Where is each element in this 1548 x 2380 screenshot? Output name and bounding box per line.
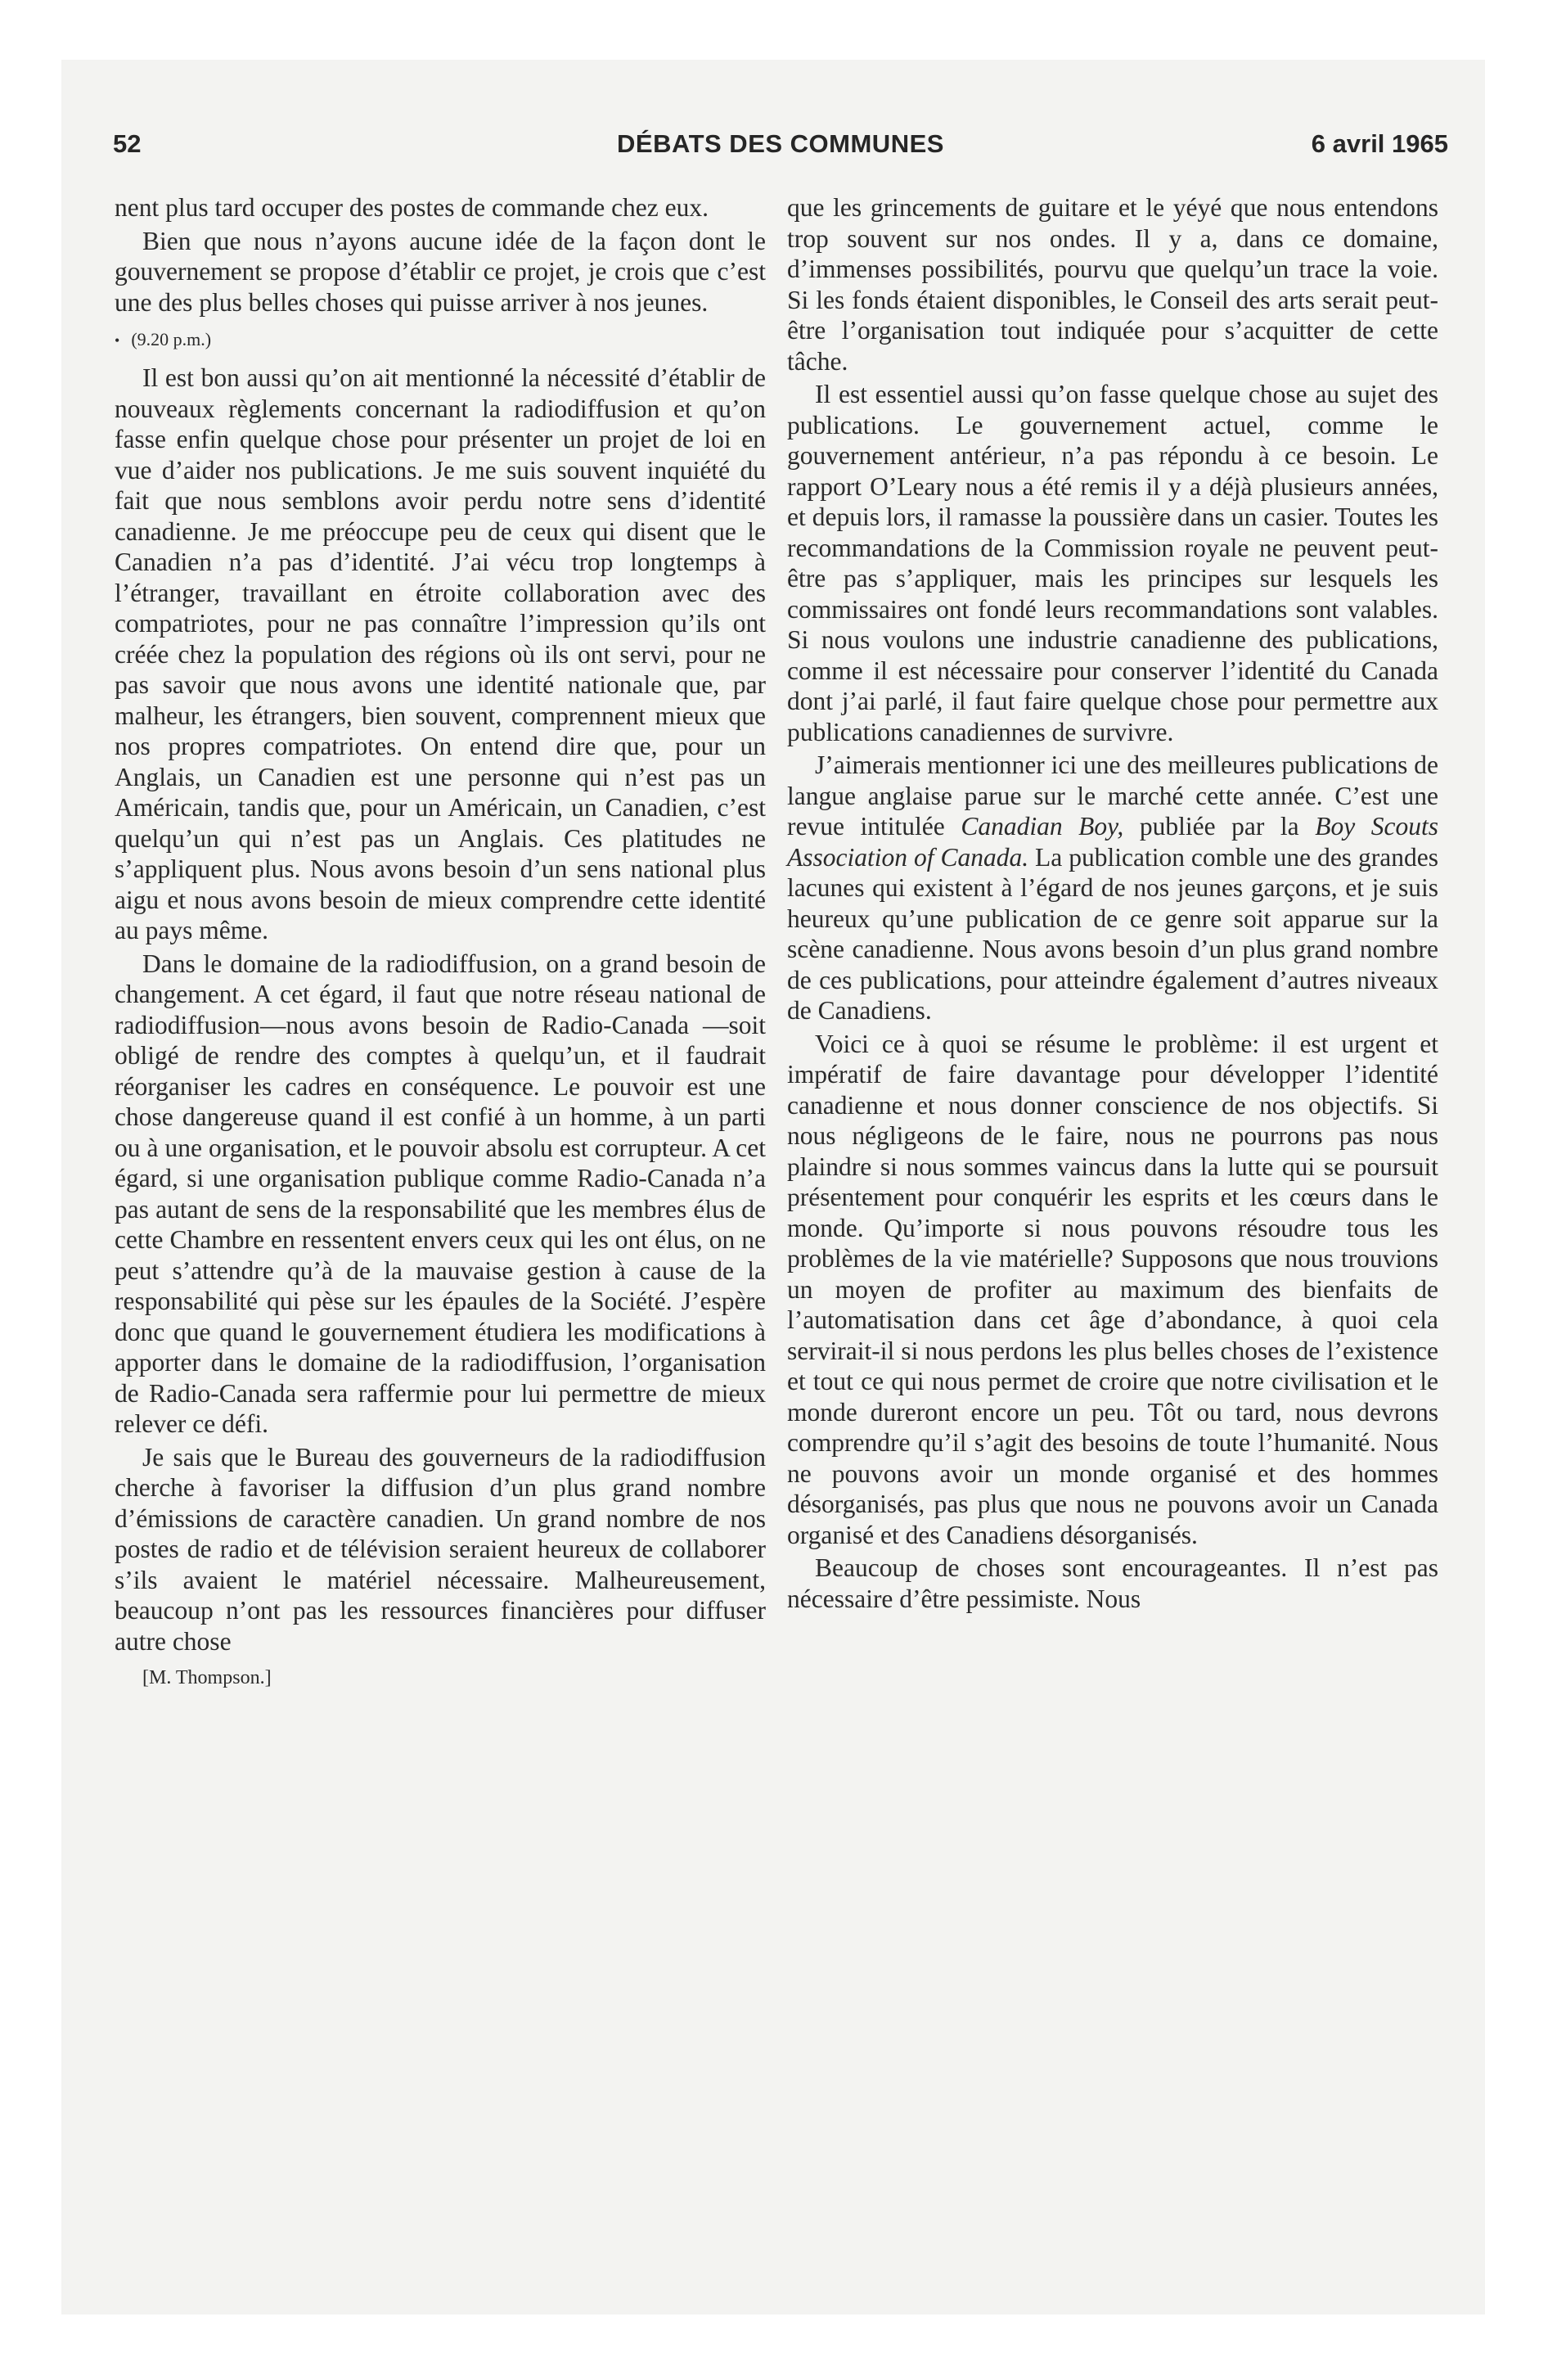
publication-title: Canadian Boy, bbox=[961, 812, 1124, 841]
running-title: DÉBATS DES COMMUNES bbox=[617, 129, 944, 158]
right-column bbox=[787, 192, 1438, 1614]
organization-name: Boy Scouts Association of Canada. bbox=[787, 812, 1439, 872]
paragraph: Beaucoup de choses sont encourageantes. Il n’est pas nécessaire d’être pessimiste. Nous bbox=[787, 1553, 1438, 1613]
paragraph: Il est bon aussi qu’on ait mentionné la nécessité d’établir de nouveaux règlements concernant la radiodiffusion et qu’on fasse enfin quelque chose pour présenter un projet de loi en vue d’aider nos publications. Je me suis souvent inquiété du fait que nous semblons avoir perdu notre sens d’identité canadienne. Je me préoccupe peu de ceux qui disent que le Canadien n’a pas d’identité. J’ai vécu trop longtemps à l’étranger, travaillant en étroite collaboration avec des compatriotes, pour ne pas connaître l’impression qu’ils ont créée chez la population des régions où ils ont servi, pour ne pas savoir que nous avons une identité nationale que, par malheur, les étrangers, bien souvent, comprennent mieux que nos propres compatriotes. On entend dire que, pour un Anglais, un Canadien est une personne qui n’est pas un Américain, tandis que, pour un Américain, un Canadien, c’est quelqu’un qui n’est pas un Anglais. Ces platitudes ne s’appliquent plus. Nous avons besoin d’un sens national plus aigu et nous avons besoin de mieux comprendre cette identité au pays même. bbox=[115, 363, 766, 944]
paragraph: Je sais que le Bureau des gouverneurs de la radiodiffusion cherche à favoriser la diffusion d’un plus grand nombre d’émissions de caractère canadien. Un grand nombre de nos postes de radio et de télévision seraient heureux de collaborer s’ils avaient le matériel nécessaire. Malheureusement, beaucoup n’ont pas les ressources financières pour diffuser autre chose bbox=[115, 1442, 766, 1656]
paragraph bbox=[787, 750, 1438, 1026]
paragraph: que les grincements de guitare et le yéyé que nous entendons trop souvent sur nos ondes. Il y a, dans ce domaine, d’immenses possibilités, pourvu que quelqu’un trace la voie. Si les fonds étaient disponibles, le Conseil des arts serait peut-être l’organisation tout indiquée pour s’acquitter de cette tâche. bbox=[787, 193, 1438, 376]
time-marker bbox=[115, 321, 766, 359]
session-date: 6 avril 1965 bbox=[1311, 129, 1448, 158]
page-header bbox=[113, 129, 1448, 170]
page-number: 52 bbox=[113, 129, 142, 158]
time-stamp: (9.20 p.m.) bbox=[131, 329, 212, 349]
text-run: La publication comble une des grandes lacunes qui existent à l’égard de nos jeunes garçons, et je suis heureux qu’une publication de ce genre soit apparue sur la scène canadienne. Nous avons besoin d’un plus grand nombre de ces publications, pour atteindre également d’autres niveaux de Canadiens. bbox=[787, 842, 1438, 1025]
text-run: publiée par la bbox=[1123, 812, 1316, 841]
bullet-icon: • bbox=[115, 332, 120, 349]
speaker-attribution: [M. Thompson.] bbox=[142, 1667, 272, 1688]
paragraph: Dans le domaine de la radiodiffusion, on a grand besoin de changement. A cet égard, il faut que notre réseau national de radiodiffusion—nous avons besoin de Radio-Canada —soit obligé de rendre des comptes à quelqu’un, et il faudrait réorganiser les cadres en conséquence. Le pouvoir est une chose dangereuse quand il est confié à un homme, à un parti ou à une organisation, et le pouvoir absolu est corrupteur. A cet égard, si une organisation publique comme Radio-Canada n’a pas autant de sens de la responsabilité que les membres élus de cette Chambre en ressentent envers ceux qui les ont élus, on ne peut s’attendre qu’à de la mauvaise gestion à cause de la responsabilité qui pèse sur les épaules de la Société. J’espère donc que quand le gouvernement étudiera les modifications à apporter dans le domaine de la radiodiffusion, l’organisation de Radio-Canada sera raffermie pour lui permettre de mieux relever ce défi. bbox=[115, 949, 766, 1438]
paragraph: Voici ce à quoi se résume le problème: il est urgent et impératif de faire davantage pour développer l’identité canadienne et nous donner conscience de nos objectifs. Si nous négligeons de le faire, nous ne pourrons pas nous plaindre si nous sommes vaincus dans la lutte qui se poursuit présentement pour conquérir les esprits et les cœurs dans le monde. Qu’importe si nous pouvons résoudre tous les problèmes de la vie matérielle? Supposons que nous trouvions un moyen de profiter au maximum des bienfaits de l’automatisation dans cet âge d’abondance, à quoi cela servirait-il si nous perdons les plus belles choses de l’existence et tout ce qui nous permet de croire que notre civilisation et le monde dureront encore un peu. Tôt ou tard, nous devrons comprendre qu’il s’agit des besoins de toute l’humanité. Nous ne pouvons avoir un monde organisé et des hommes désorganisés, pas plus que nous ne pouvons avoir un Canada organisé et des Canadiens désorganisés. bbox=[787, 1029, 1438, 1549]
text-run: J’aimerais mentionner ici une des meilleures publications de langue anglaise parue sur le marché cette année. C’est une revue intitulée bbox=[787, 751, 1438, 841]
left-column bbox=[115, 192, 766, 1694]
paragraph: Il est essentiel aussi qu’on fasse quelque chose au sujet des publications. Le gouvernement actuel, comme le gouvernement antérieur, n’a pas répondu à ce besoin. Le rapport O’Leary nous a été remis il y a déjà plusieurs années, et depuis lors, il ramasse la poussière dans un casier. Toutes les recommandations de la Commission royale ne peuvent peut-être pas s’appliquer, mais les principes sur lesquels les commissaires ont fondé leurs recommandations sont valables. Si nous voulons une industrie canadienne des publications, comme il est nécessaire pour conserver l’identité du Canada dont j’ai parlé, il faut faire quelque chose pour permettre aux publications canadiennes de survivre. bbox=[787, 380, 1438, 746]
paragraph: Bien que nous n’ayons aucune idée de la façon dont le gouvernement se propose d’établir ce projet, je crois que c’est une des plus belles choses qui puisse arriver à nos jeunes. bbox=[115, 226, 766, 317]
paragraph: nent plus tard occuper des postes de commande chez eux. bbox=[115, 193, 709, 222]
